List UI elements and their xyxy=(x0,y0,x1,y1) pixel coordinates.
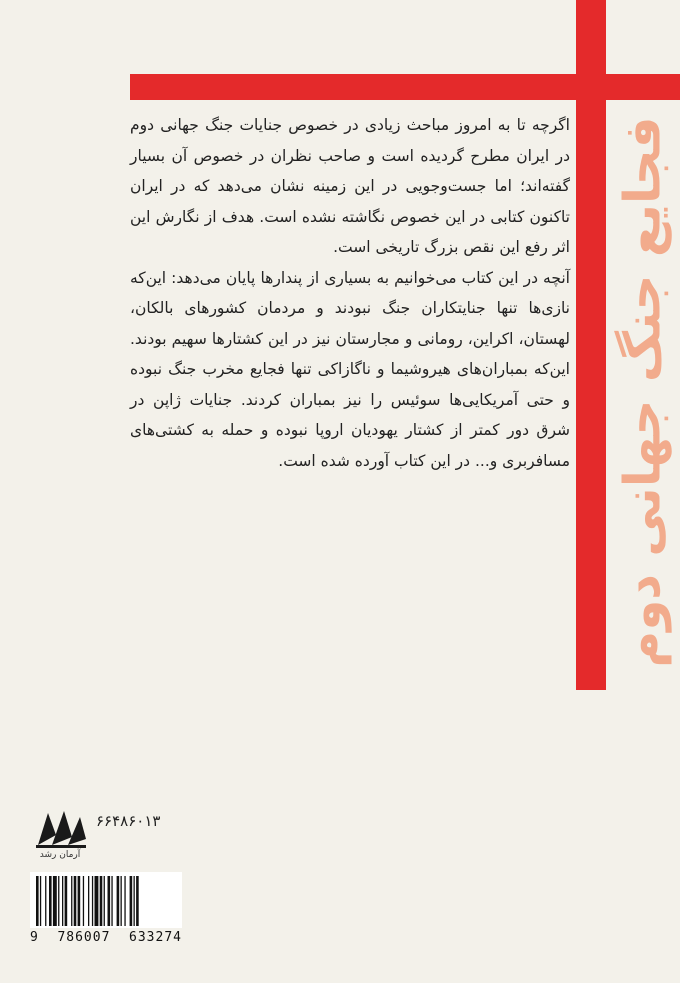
barcode-bar xyxy=(117,876,120,926)
barcode-bar xyxy=(74,876,77,926)
barcode-bar xyxy=(136,876,139,926)
isbn-part-2: 786007 xyxy=(57,930,111,945)
barcode-bar xyxy=(58,876,59,926)
red-vertical-bar xyxy=(576,0,606,690)
publisher-phone: ۶۶۴۸۶۰۱۳ xyxy=(96,812,161,830)
barcode-bar xyxy=(45,876,46,926)
blurb-paragraph-2: آنچه در این کتاب می‌خوانیم به بسیاری از پندارها پایان می‌دهد: این‌که نازی‌ها تنها جنایتکاران جنگ نبودند و مردمان کشورهای بالکان، لهستان، اکراین، رومانی و مجارستان نیز در این کشتارها سهیم بودند. این‌که بمباران‌های هیروشیما و ناگازاکی تنها فجایع مخرب جنگ نبوده و حتی آمریکایی‌ها سوئیس را نیز بمباران کردند. جنایات ژاپن در شرق دور کمتر از کشتار یهودیان اروپا نبوده و حمله به کشتی‌های مسافربری و... در این کتاب آورده شده است. xyxy=(130,268,570,470)
barcode-bar xyxy=(36,876,39,926)
barcode-bar xyxy=(100,876,103,926)
barcode-bar xyxy=(65,876,68,926)
barcode-bar xyxy=(134,876,135,926)
barcode-bar xyxy=(130,876,133,926)
isbn-number xyxy=(30,930,182,945)
barcode-bar xyxy=(53,876,57,926)
barcode-bar xyxy=(83,876,84,926)
barcode-bar xyxy=(104,876,105,926)
barcode-bar xyxy=(40,876,41,926)
barcode-bar xyxy=(78,876,81,926)
isbn-part-1: 9 xyxy=(30,930,39,945)
barcode-bar xyxy=(108,876,111,926)
isbn-part-3: 633274 xyxy=(129,930,182,945)
barcode-bar xyxy=(121,876,122,926)
back-cover-blurb xyxy=(130,110,570,476)
barcode-bar xyxy=(71,876,72,926)
book-title-text: فجایع جنگ جهانی دوم xyxy=(613,116,671,668)
barcode-bar xyxy=(111,876,112,926)
barcode-bar xyxy=(49,876,52,926)
barcode-graphic xyxy=(30,872,182,928)
blurb-paragraph-1: اگرچه تا به امروز مباحث زیادی در خصوص جنایات جنگ جهانی دوم در ایران مطرح گردیده است و صاحب نظران در خصوص آن بسیار گفته‌اند؛ اما جست‌وجویی در این زمینه نشان می‌دهد که در ایران تاکنون کتابی در این خصوص نگاشته نشده است. هدف از نگارش این اثر رفع این نقص بزرگ تاریخی است. xyxy=(130,116,570,256)
barcode-bar xyxy=(92,876,93,926)
red-horizontal-bar xyxy=(130,74,680,100)
barcode xyxy=(30,872,182,928)
publisher-name: آرمان رشد xyxy=(39,850,81,860)
barcode-bar xyxy=(95,876,99,926)
barcode-bar xyxy=(124,876,125,926)
publisher-logo-icon xyxy=(30,805,90,851)
barcode-bar xyxy=(62,876,63,926)
book-title xyxy=(604,92,680,692)
barcode-bar xyxy=(88,876,89,926)
